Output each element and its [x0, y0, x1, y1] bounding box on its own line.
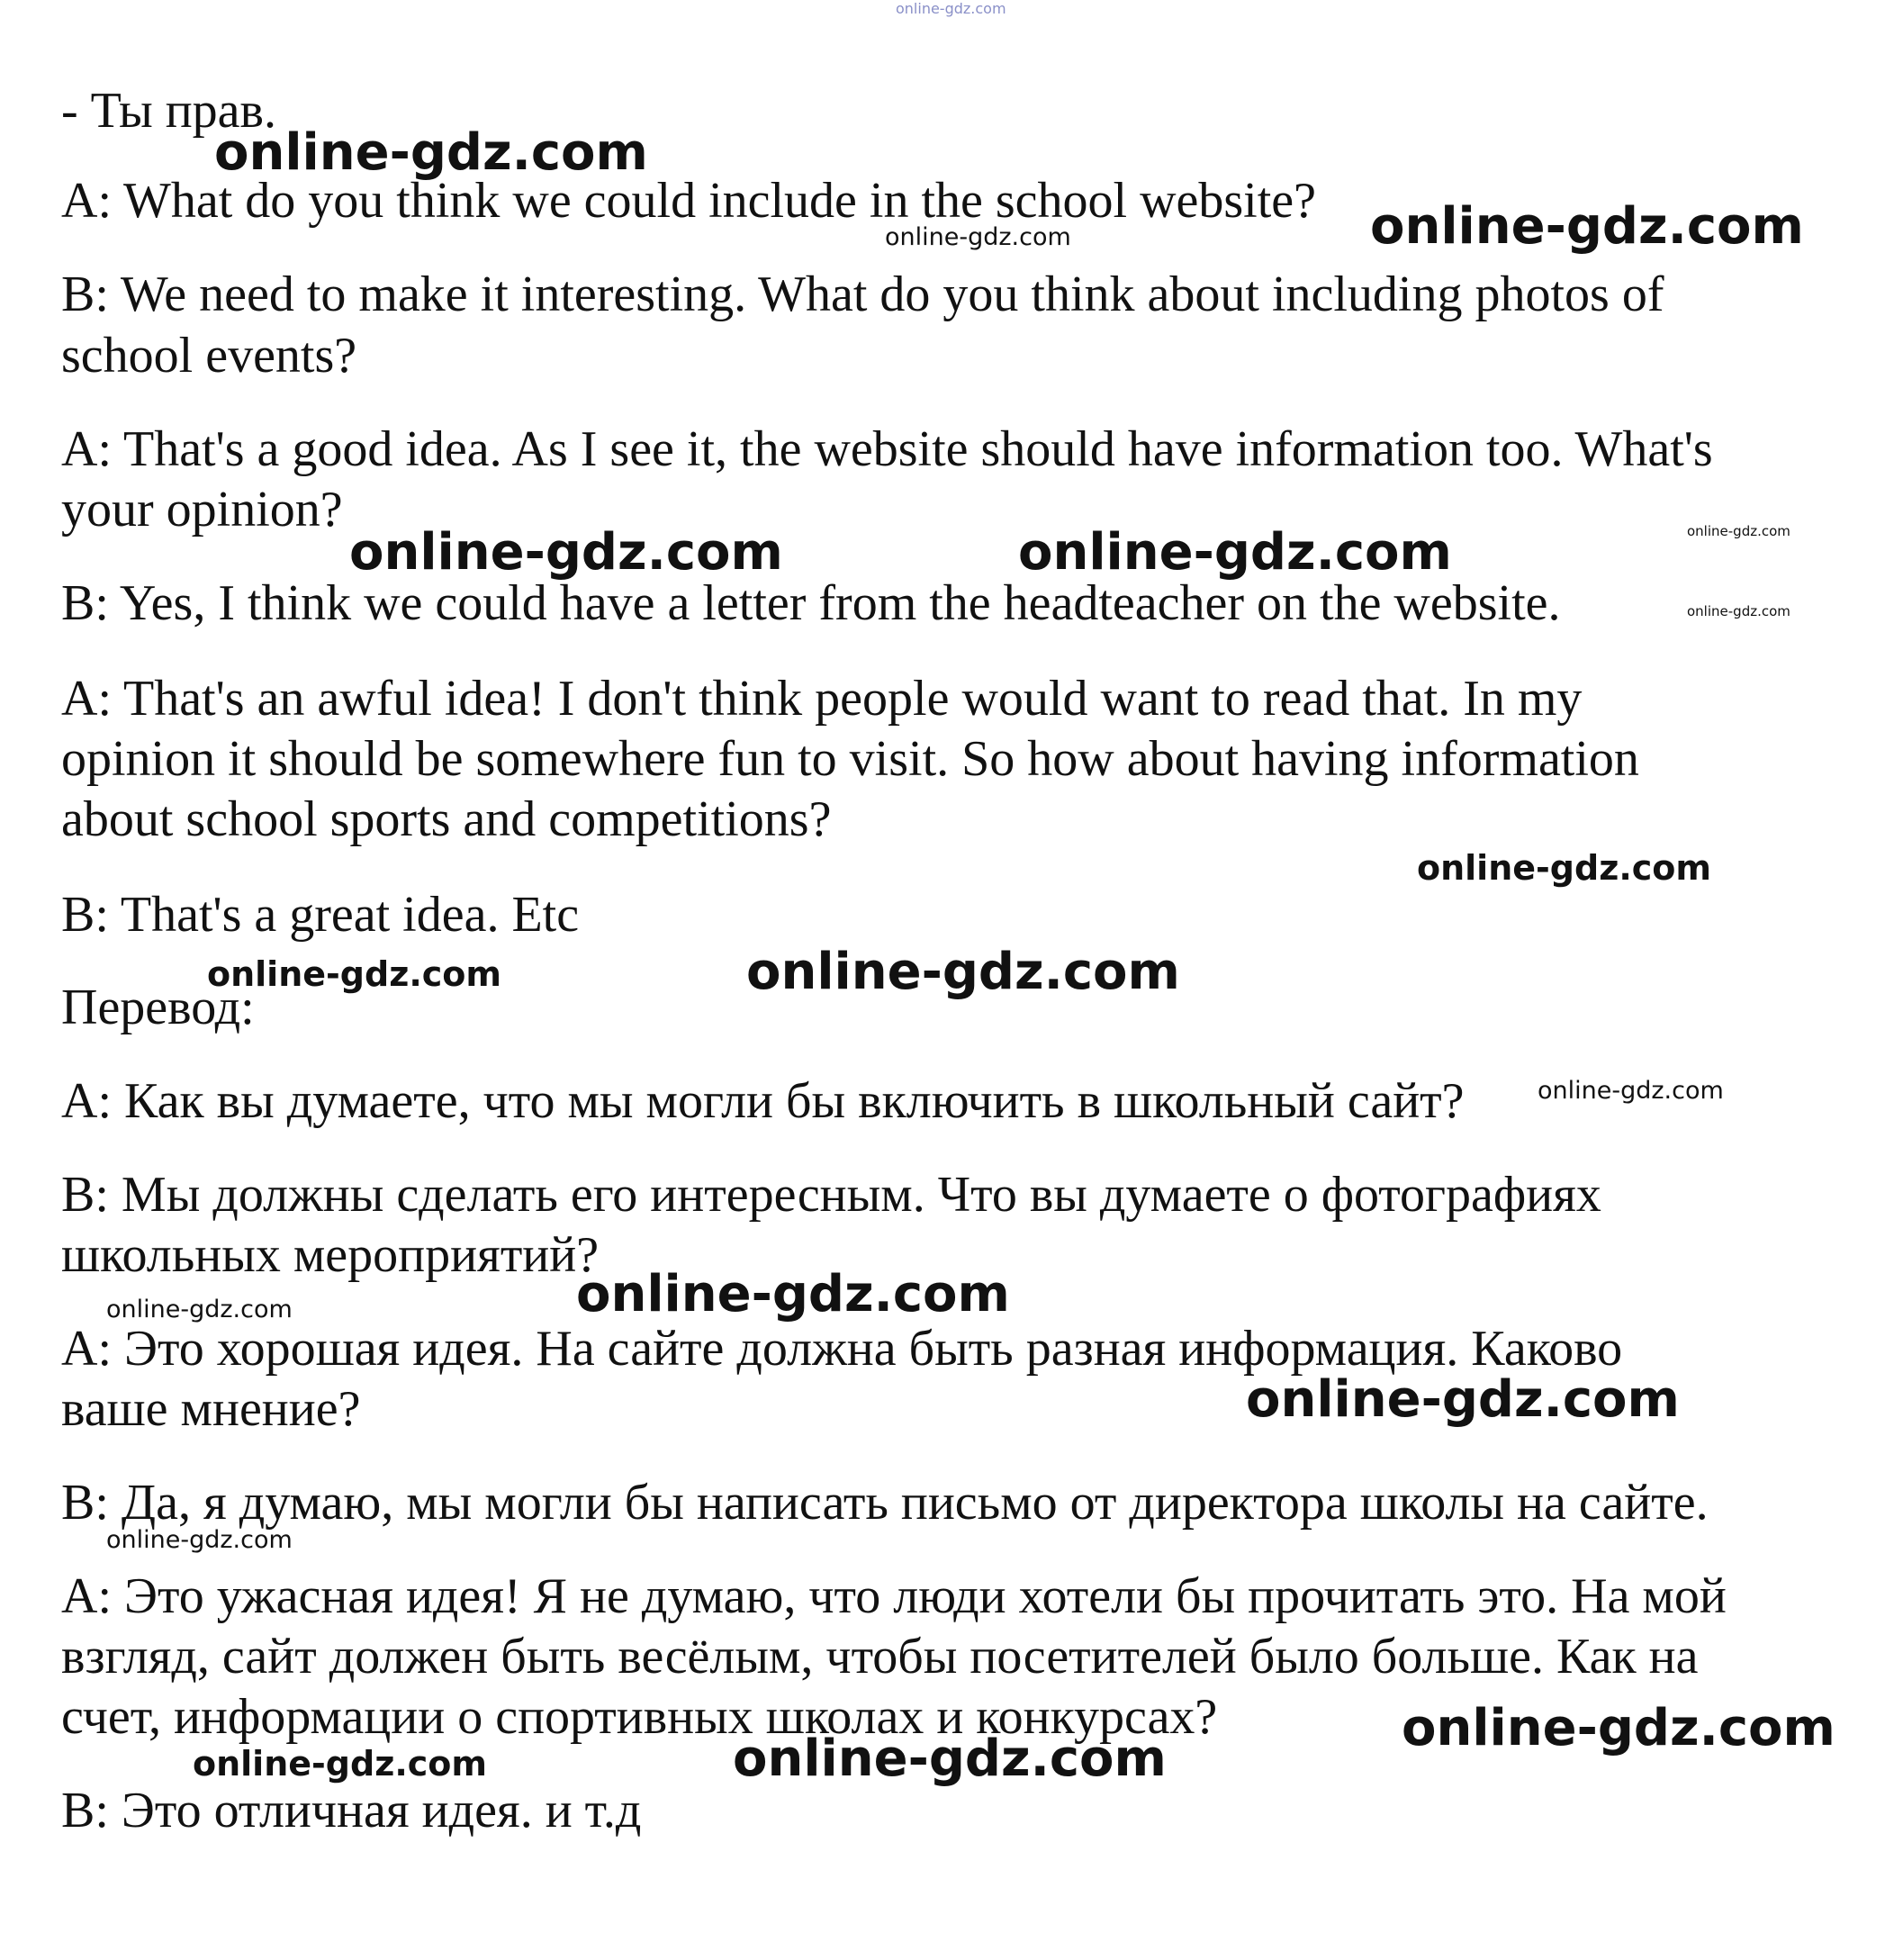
text-line: A: That's an awful idea! I don't think people would want to read that. In my [61, 671, 1583, 727]
text-line: A: That's a good idea. As I see it, the website should have information too. What's [61, 421, 1713, 477]
text-line: B: Yes, I think we could have a letter from the headteacher on the website. [61, 575, 1561, 631]
text-line: В: Да, я думаю, мы могли бы написать письмо от директора школы на сайте. [61, 1475, 1709, 1531]
watermark: online-gdz.com [576, 1265, 1010, 1323]
text-line: B: We need to make it interesting. What do you think about including photos of [61, 266, 1664, 322]
text-line: - Ты прав. [61, 83, 276, 139]
watermark: online-gdz.com [1370, 197, 1804, 256]
text-line: your opinion? [61, 482, 343, 537]
text-line: А: Это ужасная идея! Я не думаю, что люди хотели бы прочитать это. На мой [61, 1568, 1727, 1624]
watermark: online-gdz.com [1018, 523, 1452, 582]
text-line: B: That's a great idea. Etc [61, 887, 580, 943]
watermark: online-gdz.com [1687, 523, 1790, 539]
watermark: online-gdz.com [746, 943, 1180, 1001]
watermark: online-gdz.com [106, 1296, 293, 1323]
watermark: online-gdz.com [1246, 1370, 1680, 1429]
watermark: online-gdz.com [1417, 848, 1711, 888]
watermark: online-gdz.com [733, 1730, 1167, 1788]
watermark: online-gdz.com [1687, 603, 1790, 619]
text-line: счет, информации о спортивных школах и конкурсах? [61, 1689, 1218, 1745]
text-line: А: Это хорошая идея. На сайте должна быть разная информация. Каково [61, 1321, 1623, 1377]
text-line: В: Это отличная идея. и т.д [61, 1783, 642, 1838]
text-line: взгляд, сайт должен быть весёлым, чтобы посетителей было больше. Как на [61, 1629, 1699, 1685]
text-line: ваше мнение? [61, 1381, 361, 1437]
text-line: Перевод: [61, 980, 255, 1035]
watermark-top: online-gdz.com [896, 0, 1006, 17]
watermark: online-gdz.com [214, 123, 648, 182]
text-line: about school sports and competitions? [61, 791, 832, 847]
text-line: school events? [61, 328, 357, 384]
text-line: школьных мероприятий? [61, 1227, 600, 1283]
watermark: online-gdz.com [885, 223, 1071, 251]
watermark: online-gdz.com [207, 954, 501, 994]
watermark: online-gdz.com [349, 523, 783, 582]
text-line: А: Как вы думаете, что мы могли бы включить в школьный сайт? [61, 1073, 1465, 1129]
watermark: online-gdz.com [106, 1526, 293, 1554]
text-line: A: What do you think we could include in the school website? [61, 173, 1317, 229]
text-line: В: Мы должны сделать его интересным. Что вы думаете о фотографиях [61, 1167, 1601, 1223]
text-line: opinion it should be somewhere fun to visit. So how about having information [61, 731, 1639, 787]
watermark: online-gdz.com [193, 1744, 487, 1784]
watermark: online-gdz.com [1402, 1699, 1835, 1757]
watermark: online-gdz.com [1538, 1077, 1724, 1105]
